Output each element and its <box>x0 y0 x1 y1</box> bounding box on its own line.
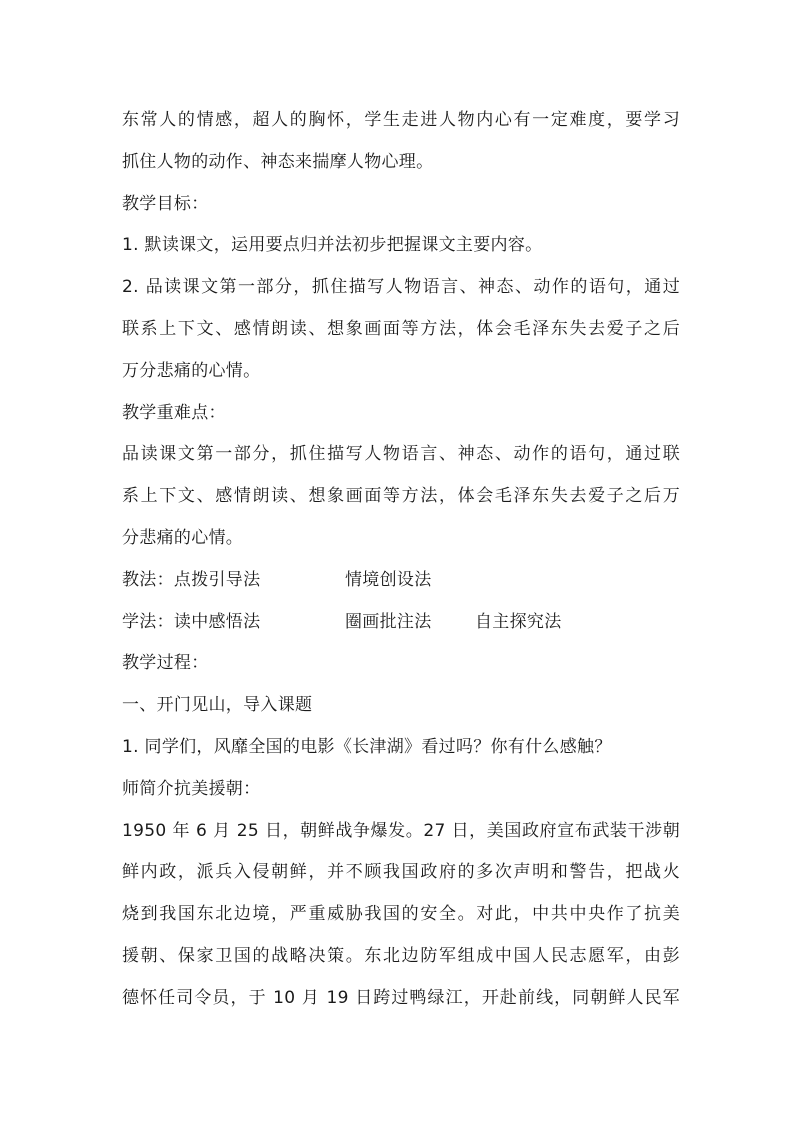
text-line: 德怀任司令员，于 10 月 19 日跨过鸭绿江，开赴前线，同朝鲜人民军 <box>122 987 680 1008</box>
text-line: 分悲痛的心情。 <box>122 527 244 548</box>
text-line: 抓住人物的动作、神态来揣摩人物心理。 <box>122 151 434 172</box>
text-line: 援朝、保家卫国的战略决策。东北边防军组成中国人民志愿军，由彭 <box>122 945 680 966</box>
text-line: 1. 同学们，风靡全国的电影《长津湖》看过吗？你有什么感触？ <box>122 736 612 757</box>
objective-item: 2. 品读课文第一部分，抓住描写人物语言、神态、动作的语句，通过 <box>122 277 680 298</box>
learning-method-3: 自主探究法 <box>475 611 562 632</box>
teaching-method-1: 教法：点拨引导法 <box>122 569 261 590</box>
teaching-methods-row <box>122 560 680 602</box>
subsection-heading: 一、开门见山，导入课题 <box>122 695 313 716</box>
learning-methods-row <box>122 602 680 644</box>
section-heading-objectives: 教学目标： <box>122 193 209 214</box>
text-line: 品读课文第一部分，抓住描写人物语言、神态、动作的语句，通过联 <box>122 444 680 465</box>
text-line: 1950 年 6 月 25 日，朝鲜战争爆发。27 日，美国政府宣布武装干涉朝 <box>122 820 680 841</box>
learning-method-2: 圈画批注法 <box>345 611 432 632</box>
learning-method-1: 学法：读中感悟法 <box>122 611 261 632</box>
text-line: 鲜内政，派兵入侵朝鲜，并不顾我国政府的多次声明和警告，把战火 <box>122 862 680 883</box>
objective-item: 1. 默读课文，运用要点归并法初步把握课文主要内容。 <box>122 235 543 256</box>
document-body <box>122 100 680 1020</box>
text-line: 师简介抗美援朝： <box>122 778 261 799</box>
text-line: 烧到我国东北边境，严重威胁我国的安全。对此，中共中央作了抗美 <box>122 904 680 925</box>
section-heading-key-points: 教学重难点： <box>122 402 226 423</box>
text-line: 系上下文、感情朗读、想象画面等方法，体会毛泽东失去爱子之后万 <box>122 486 680 507</box>
section-heading-process: 教学过程： <box>122 653 209 674</box>
teaching-method-2: 情境创设法 <box>345 569 432 590</box>
text-line: 东常人的情感，超人的胸怀，学生走进人物内心有一定难度，要学习 <box>122 110 680 130</box>
text-line: 联系上下文、感情朗读、想象画面等方法，体会毛泽东失去爱子之后 <box>122 318 680 339</box>
text-line: 万分悲痛的心情。 <box>122 360 261 381</box>
